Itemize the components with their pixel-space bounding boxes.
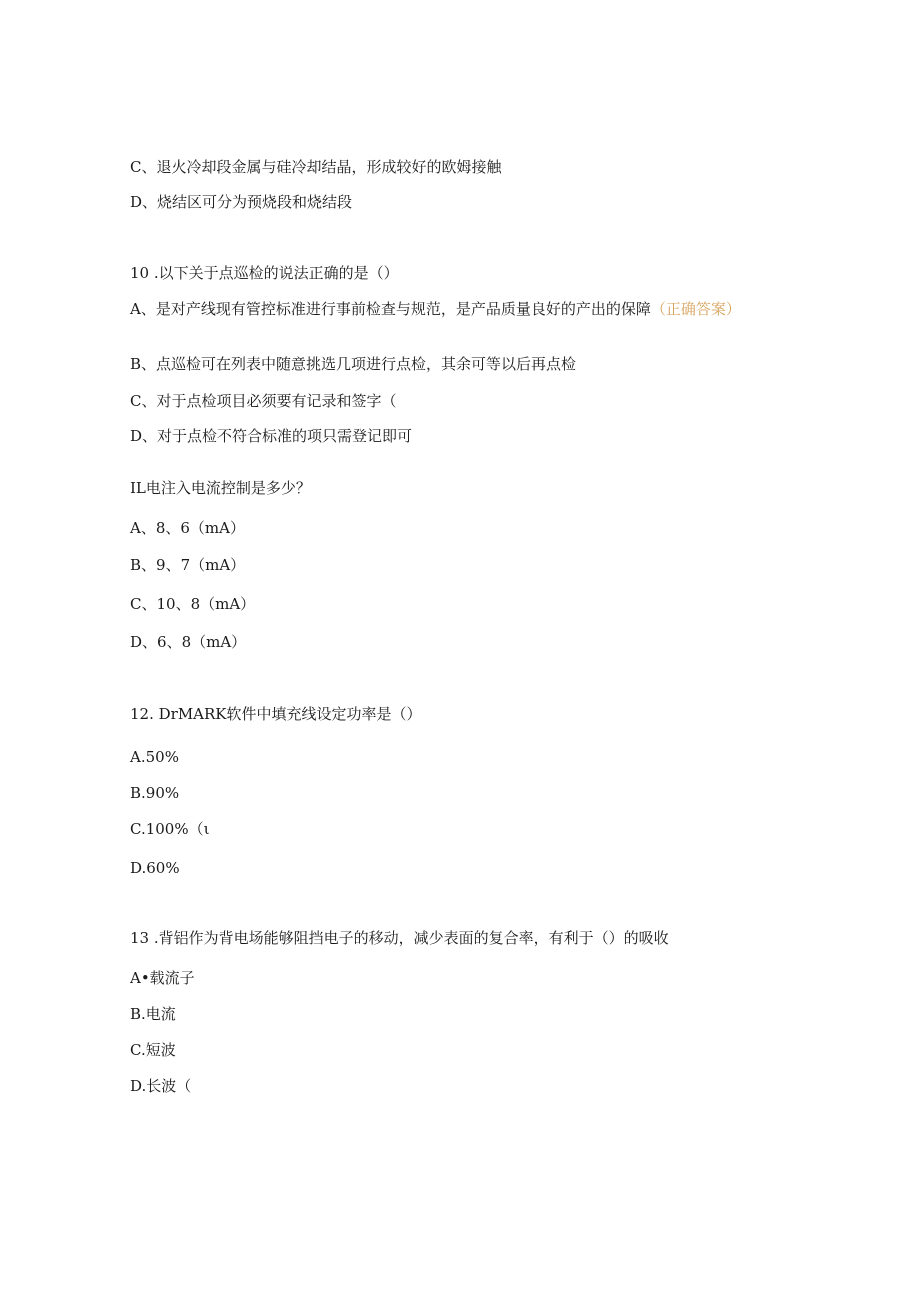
question-12-option-c: C.100%（ι — [130, 820, 210, 838]
question-12-option-b: B.90% — [130, 784, 180, 802]
question-13-option-a: A•载流子 — [130, 969, 195, 987]
question-13-option-c: C.短波 — [130, 1041, 176, 1059]
question-10: 10 .以下关于点巡检的说法正确的是（） — [130, 264, 399, 282]
question-12-option-d: D.60% — [130, 859, 180, 877]
question-11-option-d: D、6、8（mA） — [130, 633, 247, 651]
question-13-option-b: B.电流 — [130, 1005, 176, 1023]
question-10-option-d: D、对于点检不符合标准的项只需登记即可 — [130, 427, 413, 445]
question-13-option-d: D.长波（ — [130, 1077, 192, 1095]
question-13: 13 .背铝作为背电场能够阻挡电子的移动，减少表面的复合率，有利于（）的吸收 — [130, 929, 669, 947]
question-11-option-c: C、10、8（mA） — [130, 595, 256, 613]
correct-answer-tag: （正确答案） — [650, 300, 741, 318]
question-10-option-a — [130, 298, 775, 320]
question-10-option-c: C、对于点检项目必须要有记录和签字（ — [130, 392, 397, 410]
option-text: A、是对产线现有管控标准进行事前检查与规范，是产品质量良好的产出的保障 — [130, 300, 651, 318]
question-12: 12. DrMARK软件中填充线设定功率是（） — [130, 705, 422, 723]
question-12-option-a: A.50% — [130, 748, 179, 766]
option-c-prev: C、退火冷却段金属与硅冷却结晶，形成较好的欧姆接触 — [130, 158, 502, 176]
question-10-option-b: B、点巡检可在列表中随意挑选几项进行点检，其余可等以后再点检 — [130, 355, 577, 373]
option-d-prev: D、烧结区可分为预烧段和烧结段 — [130, 193, 353, 211]
question-11: IL电注入电流控制是多少？ — [130, 479, 311, 497]
question-11-option-a: A、8、6（mA） — [130, 519, 245, 537]
question-11-option-b: B、9、7（mA） — [130, 556, 246, 574]
